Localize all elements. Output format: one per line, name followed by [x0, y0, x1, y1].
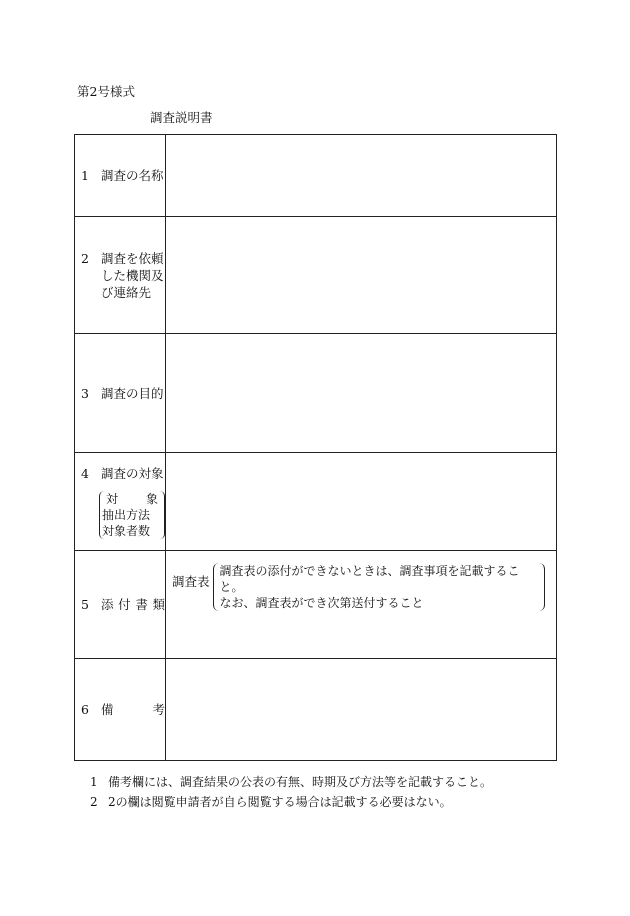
- row-remarks: [75, 659, 557, 761]
- target-sub-items: [99, 491, 165, 539]
- purpose-field[interactable]: [166, 334, 557, 453]
- attachments-field[interactable]: [166, 551, 557, 659]
- attachments-label-char: 書: [135, 597, 148, 612]
- requesting-org-label-line: した機関及: [101, 267, 164, 283]
- requesting-org-label-line: び連絡先: [101, 284, 152, 300]
- row-purpose: [75, 334, 557, 453]
- instruction-line: なお、調査表ができ次第送付すること: [219, 596, 424, 610]
- attachment-instructions: [213, 563, 545, 611]
- row-attachments: [75, 551, 557, 659]
- footnote: [90, 772, 492, 792]
- target-sub-item: 対象者数: [102, 523, 151, 538]
- form-number: 第2号様式: [77, 84, 135, 99]
- row-number: 2: [81, 250, 89, 266]
- footnote-number: 1: [90, 775, 98, 789]
- survey-form-table: [74, 134, 557, 761]
- row-requesting-org: [75, 217, 557, 334]
- row-number: 5: [81, 597, 89, 612]
- label-cell: [75, 453, 166, 551]
- footnote-number: 2: [90, 795, 98, 809]
- label-cell: [75, 659, 166, 761]
- footnote-text: 備考欄には、調査結果の公表の有無、時期及び方法等を記載すること。: [108, 775, 493, 789]
- survey-name-field[interactable]: [166, 135, 557, 217]
- attachments-label-char: 添: [101, 597, 114, 612]
- target-sub-item: 対: [106, 491, 119, 506]
- survey-name-label: 調査の名称: [101, 168, 164, 183]
- label-cell: [75, 334, 166, 453]
- target-field[interactable]: [166, 453, 557, 551]
- instruction-line: 調査表の添付ができないときは、調査事項を記載すること。: [219, 564, 520, 594]
- remarks-label-char: 備: [101, 702, 114, 717]
- row-number: 4: [81, 465, 89, 481]
- requesting-org-field[interactable]: [166, 217, 557, 334]
- survey-sheet-label: 調査表: [172, 574, 210, 589]
- requesting-org-label-line: 調査を依頼: [101, 250, 164, 266]
- target-sub-item: 抽出方法: [102, 507, 151, 522]
- row-target: [75, 453, 557, 551]
- remarks-field[interactable]: [166, 659, 557, 761]
- attachments-label-char: 付: [118, 597, 131, 612]
- row-survey-name: [75, 135, 557, 217]
- document-title: 調査説明書: [150, 110, 213, 125]
- row-number: 1: [81, 168, 89, 183]
- attachments-label-char: 類: [152, 597, 165, 612]
- remarks-label-char: 考: [152, 702, 165, 717]
- row-number: 3: [81, 385, 89, 401]
- label-cell: [75, 135, 166, 217]
- target-label: 調査の対象: [101, 465, 164, 481]
- label-cell: [75, 551, 166, 659]
- target-sub-item: 象: [145, 491, 158, 506]
- footnote-text: 2の欄は閲覧申請者が自ら閲覧する場合は記載する必要はない。: [108, 795, 452, 809]
- label-cell: [75, 217, 166, 334]
- footnotes: [90, 772, 492, 812]
- footnote: [90, 792, 492, 812]
- purpose-label: 調査の目的: [101, 385, 164, 401]
- row-number: 6: [81, 702, 89, 717]
